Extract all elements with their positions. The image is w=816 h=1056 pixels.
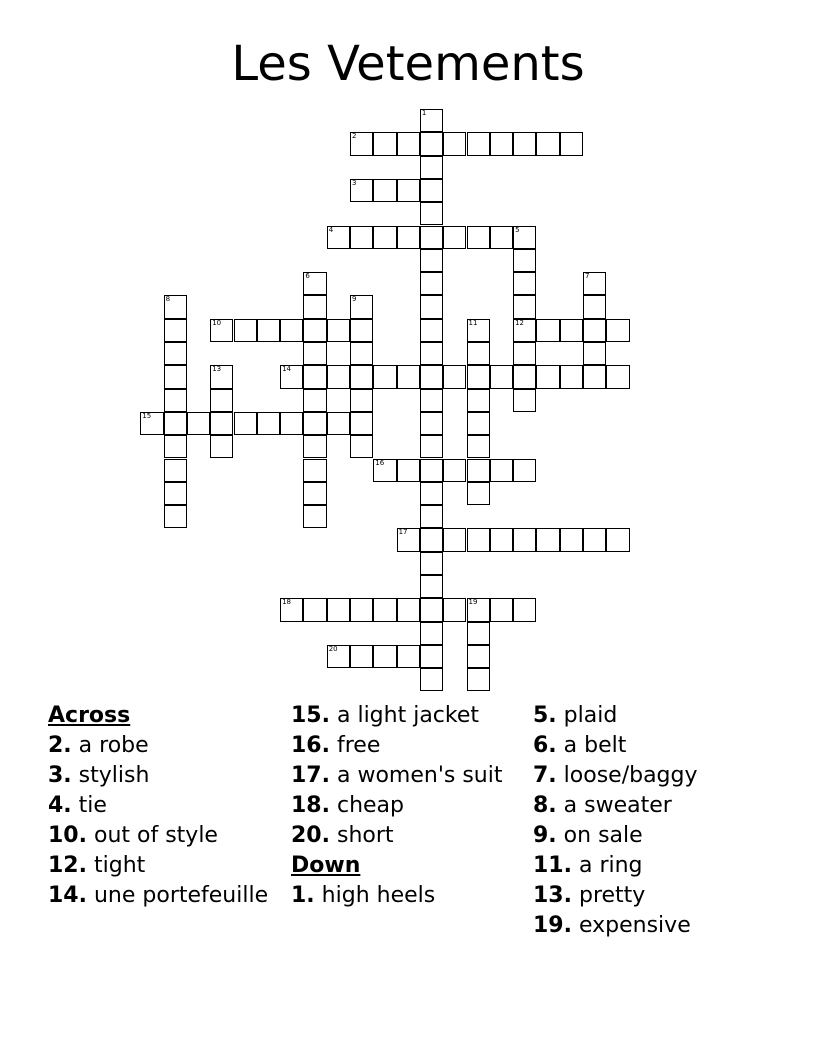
grid-cell[interactable] (350, 365, 373, 388)
grid-cell[interactable] (164, 295, 187, 318)
grid-cell[interactable] (373, 598, 396, 621)
grid-cell[interactable] (420, 202, 443, 225)
clue-number-label: 3 (352, 178, 357, 187)
grid-cell[interactable] (420, 505, 443, 528)
grid-cell[interactable] (327, 226, 350, 249)
grid-cell[interactable] (210, 365, 233, 388)
grid-cell[interactable] (490, 365, 513, 388)
clue-column-1 (48, 703, 293, 913)
grid-cell[interactable] (397, 226, 420, 249)
grid-cell[interactable] (536, 528, 559, 551)
grid-cell[interactable] (303, 389, 326, 412)
clue-down-1: 1. high heels (291, 883, 436, 908)
grid-cell[interactable] (303, 365, 326, 388)
grid-cell[interactable] (303, 412, 326, 435)
grid-cell[interactable] (420, 226, 443, 249)
grid-cell[interactable] (397, 459, 420, 482)
grid-cell[interactable] (303, 435, 326, 458)
clue-down-5: 5. plaid (533, 703, 618, 728)
grid-cell[interactable] (420, 319, 443, 342)
grid-cell[interactable] (420, 249, 443, 272)
grid-cell[interactable] (350, 342, 373, 365)
grid-cell[interactable] (536, 365, 559, 388)
grid-cell[interactable] (560, 528, 583, 551)
clue-number-label: 5 (515, 225, 520, 234)
grid-cell[interactable] (397, 528, 420, 551)
grid-cell[interactable] (164, 342, 187, 365)
clue-across-20: 20. short (291, 823, 394, 848)
grid-cell[interactable] (280, 319, 303, 342)
clue-number-label: 10 (212, 318, 222, 327)
grid-cell[interactable] (513, 272, 536, 295)
grid-cell[interactable] (420, 528, 443, 551)
grid-cell[interactable] (420, 365, 443, 388)
grid-cell[interactable] (397, 598, 420, 621)
grid-cell[interactable] (420, 132, 443, 155)
grid-cell[interactable] (303, 505, 326, 528)
grid-cell[interactable] (210, 412, 233, 435)
grid-cell[interactable] (513, 295, 536, 318)
grid-cell[interactable] (420, 552, 443, 575)
grid-cell[interactable] (280, 365, 303, 388)
grid-cell[interactable] (467, 389, 490, 412)
grid-cell[interactable] (513, 249, 536, 272)
clue-across-15: 15. a light jacket (291, 703, 480, 728)
grid-cell[interactable] (327, 319, 350, 342)
grid-cell[interactable] (467, 342, 490, 365)
across-header: Across (48, 703, 131, 728)
clue-across-17: 17. a women's suit (291, 763, 503, 788)
clue-number-label: 11 (468, 318, 478, 327)
grid-cell[interactable] (443, 598, 466, 621)
grid-cell[interactable] (443, 132, 466, 155)
grid-cell[interactable] (420, 645, 443, 668)
grid-cell[interactable] (583, 272, 606, 295)
grid-cell[interactable] (583, 319, 606, 342)
grid-cell[interactable] (467, 435, 490, 458)
grid-cell[interactable] (257, 319, 280, 342)
grid-cell[interactable] (420, 389, 443, 412)
clue-number-label: 2 (352, 132, 357, 141)
grid-cell[interactable] (303, 272, 326, 295)
grid-cell[interactable] (420, 482, 443, 505)
clue-number-label: 1 (421, 109, 427, 117)
grid-cell[interactable] (397, 132, 420, 155)
grid-cell[interactable] (467, 365, 490, 388)
grid-cell[interactable] (513, 132, 536, 155)
grid-cell[interactable] (373, 132, 396, 155)
grid-cell[interactable] (303, 319, 326, 342)
clue-number-label: 8 (165, 295, 171, 304)
grid-cell[interactable] (373, 645, 396, 668)
grid-cell[interactable] (350, 412, 373, 435)
clue-number-label: 13 (212, 365, 222, 374)
grid-cell[interactable] (513, 528, 536, 551)
grid-cell[interactable] (350, 319, 373, 342)
grid-cell[interactable] (467, 482, 490, 505)
clue-down-19: 19. expensive (533, 913, 691, 938)
clue-across-18: 18. cheap (291, 793, 405, 818)
grid-cell[interactable] (350, 598, 373, 621)
clue-number-label: 15 (142, 411, 152, 420)
grid-cell[interactable] (490, 528, 513, 551)
grid-cell[interactable] (420, 109, 443, 132)
grid-cell[interactable] (560, 365, 583, 388)
clue-number-label: 4 (328, 225, 334, 234)
grid-cell[interactable] (420, 622, 443, 645)
grid-cell[interactable] (583, 365, 606, 388)
grid-cell[interactable] (280, 598, 303, 621)
down-header: Down (291, 853, 361, 878)
clue-column-3 (533, 703, 778, 943)
grid-cell[interactable] (583, 342, 606, 365)
grid-cell[interactable] (420, 598, 443, 621)
grid-cell[interactable] (303, 459, 326, 482)
grid-cell[interactable] (467, 412, 490, 435)
clue-number-label: 17 (398, 528, 408, 537)
grid-cell[interactable] (164, 319, 187, 342)
grid-cell[interactable] (164, 412, 187, 435)
clue-down-9: 9. on sale (533, 823, 643, 848)
grid-cell[interactable] (327, 598, 350, 621)
grid-cell[interactable] (443, 459, 466, 482)
grid-cell[interactable] (303, 295, 326, 318)
grid-cell[interactable] (327, 412, 350, 435)
clue-across-14: 14. une portefeuille (48, 883, 269, 908)
grid-cell[interactable] (420, 295, 443, 318)
grid-cell[interactable] (350, 226, 373, 249)
grid-cell[interactable] (513, 319, 536, 342)
grid-cell[interactable] (350, 435, 373, 458)
grid-cell[interactable] (164, 505, 187, 528)
grid-cell[interactable] (467, 132, 490, 155)
grid-cell[interactable] (373, 365, 396, 388)
grid-cell[interactable] (560, 319, 583, 342)
grid-cell[interactable] (164, 482, 187, 505)
grid-cell[interactable] (187, 412, 210, 435)
grid-cell[interactable] (513, 459, 536, 482)
grid-cell[interactable] (467, 319, 490, 342)
grid-cell[interactable] (210, 435, 233, 458)
grid-cell[interactable] (327, 365, 350, 388)
grid-cell[interactable] (467, 528, 490, 551)
grid-cell[interactable] (350, 179, 373, 202)
grid-cell[interactable] (303, 482, 326, 505)
grid-cell[interactable] (140, 412, 163, 435)
grid-cell[interactable] (210, 389, 233, 412)
grid-cell[interactable] (420, 156, 443, 179)
clue-across-12: 12. tight (48, 853, 146, 878)
grid-cell[interactable] (164, 435, 187, 458)
grid-cell[interactable] (467, 622, 490, 645)
clue-across-3: 3. stylish (48, 763, 150, 788)
grid-cell[interactable] (420, 412, 443, 435)
grid-cell[interactable] (513, 365, 536, 388)
grid-cell[interactable] (443, 365, 466, 388)
clue-down-13: 13. pretty (533, 883, 646, 908)
clue-number-label: 7 (585, 272, 590, 281)
clue-across-16: 16. free (291, 733, 381, 758)
grid-cell[interactable] (467, 668, 490, 691)
grid-cell[interactable] (420, 435, 443, 458)
clue-number-label: 6 (305, 272, 310, 281)
grid-cell[interactable] (350, 645, 373, 668)
grid-cell[interactable] (467, 645, 490, 668)
clue-down-6: 6. a belt (533, 733, 627, 758)
grid-cell[interactable] (420, 459, 443, 482)
grid-cell[interactable] (420, 342, 443, 365)
clue-number-label: 16 (375, 458, 385, 467)
clue-across-4: 4. tie (48, 793, 107, 818)
grid-cell[interactable] (467, 598, 490, 621)
grid-cell[interactable] (536, 132, 559, 155)
grid-cell[interactable] (467, 226, 490, 249)
grid-cell[interactable] (420, 179, 443, 202)
grid-cell[interactable] (490, 598, 513, 621)
grid-cell[interactable] (560, 132, 583, 155)
grid-cell[interactable] (397, 179, 420, 202)
grid-cell[interactable] (373, 459, 396, 482)
clue-number-label: 18 (282, 598, 292, 607)
grid-cell[interactable] (350, 389, 373, 412)
clue-number-label: 12 (515, 318, 525, 327)
grid-cell[interactable] (397, 365, 420, 388)
grid-cell[interactable] (467, 459, 490, 482)
grid-cell[interactable] (606, 528, 629, 551)
grid-cell[interactable] (606, 365, 629, 388)
grid-cell[interactable] (490, 459, 513, 482)
clue-across-2: 2. a robe (48, 733, 149, 758)
grid-cell[interactable] (327, 645, 350, 668)
grid-cell[interactable] (606, 319, 629, 342)
clue-column-2 (291, 703, 536, 913)
grid-cell[interactable] (373, 226, 396, 249)
clue-number-label: 14 (282, 365, 292, 374)
clue-across-10: 10. out of style (48, 823, 218, 848)
grid-cell[interactable] (234, 319, 257, 342)
grid-cell[interactable] (420, 575, 443, 598)
grid-cell[interactable] (164, 459, 187, 482)
clue-down-7: 7. loose/baggy (533, 763, 698, 788)
clue-down-11: 11. a ring (533, 853, 643, 878)
grid-cell[interactable] (164, 389, 187, 412)
grid-cell[interactable] (536, 319, 559, 342)
grid-cell[interactable] (420, 668, 443, 691)
clue-number-label: 9 (352, 295, 357, 304)
grid-cell[interactable] (420, 272, 443, 295)
grid-cell[interactable] (257, 412, 280, 435)
grid-cell[interactable] (234, 412, 257, 435)
grid-cell[interactable] (280, 412, 303, 435)
puzzle-title: Les Vetements (231, 36, 585, 92)
grid-cell[interactable] (583, 295, 606, 318)
grid-cell[interactable] (443, 226, 466, 249)
grid-cell[interactable] (303, 598, 326, 621)
grid-cell[interactable] (373, 179, 396, 202)
grid-cell[interactable] (350, 295, 373, 318)
grid-cell[interactable] (303, 342, 326, 365)
grid-cell[interactable] (513, 226, 536, 249)
grid-cell[interactable] (350, 132, 373, 155)
grid-cell[interactable] (164, 365, 187, 388)
clue-number-label: 19 (468, 598, 478, 607)
grid-cell[interactable] (490, 132, 513, 155)
grid-cell[interactable] (210, 319, 233, 342)
grid-cell[interactable] (583, 528, 606, 551)
grid-cell[interactable] (397, 645, 420, 668)
grid-cell[interactable] (490, 226, 513, 249)
grid-cell[interactable] (513, 389, 536, 412)
clue-number-label: 20 (328, 644, 338, 653)
grid-cell[interactable] (513, 342, 536, 365)
clue-down-8: 8. a sweater (533, 793, 672, 818)
grid-cell[interactable] (443, 528, 466, 551)
grid-cell[interactable] (513, 598, 536, 621)
